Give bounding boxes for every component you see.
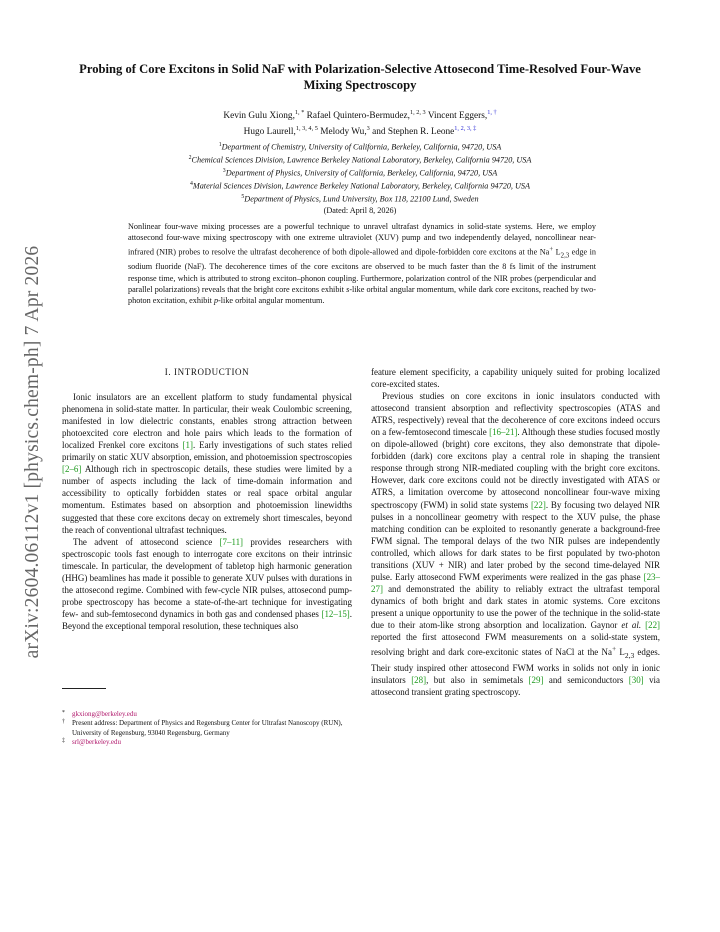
footnote xyxy=(62,738,352,747)
author-conjunction: and xyxy=(372,126,386,137)
et-al: et al. xyxy=(621,619,642,630)
author-affil-mark[interactable]: 1, † xyxy=(487,109,497,116)
affiliation-number: 3 xyxy=(222,168,226,175)
affiliation-number: 4 xyxy=(189,181,193,188)
citation-link[interactable]: [22] xyxy=(645,619,661,630)
affiliation-number: 5 xyxy=(241,194,245,201)
author-affil-mark: 1, 3, 4, 5 xyxy=(295,124,318,132)
subscript: 2,3 xyxy=(624,650,635,660)
author-line-2 xyxy=(60,123,660,139)
paragraph-text: . Early investigations of such states relied primarily on static XUV absorption, emission, and photoemission spectroscopies xyxy=(62,440,352,463)
citation-link[interactable]: [29] xyxy=(528,674,544,685)
paragraph xyxy=(371,390,660,698)
author-name: Rafael Quintero-Bermudez, xyxy=(306,111,410,122)
paragraph-text: . Beyond the exceptional temporal resolution, these techniques also xyxy=(62,608,352,631)
affiliation-text: Department of Chemistry, University of California, Berkeley, California, 94720, USA xyxy=(221,142,502,152)
footnote xyxy=(62,710,352,719)
affiliation-number: 2 xyxy=(188,155,192,162)
dated-line: (Dated: April 8, 2026) xyxy=(323,206,397,216)
author-affil-mark: 1, 2, 3 xyxy=(409,109,426,116)
footnote-mark: ‡ xyxy=(62,737,65,744)
author-line-1 xyxy=(60,107,660,123)
citation-link[interactable]: [12–15] xyxy=(321,608,350,619)
paragraph-text: via attosecond transient grating spectroscopy. xyxy=(371,674,661,697)
abstract-text: -like orbital angular momentum. xyxy=(218,296,325,306)
paragraph xyxy=(62,536,352,632)
abstract-text: edge in sodium fluoride (NaF). The decoherence times of the core excitons are observed to be much faster than the 8 fs limit of the instrument response time, which is attributed to strong exciton–phonon coupling. Furthermore, polarization control of the NIR probes (perpendicular and parallel polarizations) reveals that the bright core excitons exhibit xyxy=(128,247,596,294)
footnote-mark: † xyxy=(62,719,65,726)
citation-link[interactable]: [7–11] xyxy=(219,536,244,547)
paragraph-text: provides researchers with spectroscopic tools fast enough to interrogate core excitons on their intrinsic timescale. In particular, the development of tabletop high harmonic generation (HHG) beamlines has made it possible to generate XUV pulses with durations in the attosecond regime. Combined with few-cycle NIR pulses, attosecond pump-probe spectroscopy has become a state-of-the-art technique for investigating few- and sub-femtosecond dynamics in both gas and condensed phases xyxy=(62,536,352,619)
paragraph: feature element specificity, a capability uniquely suited for probing localized core-excited states. xyxy=(371,367,660,390)
author-name: Kevin Gulu Xiong, xyxy=(223,111,295,122)
paragraph-text: and demonstrated the ability to reliably extract the ultrafast temporal dynamics of both bright and dark states in atomic systems. Core excitons present a unique opportunity to use the power of the technique in the solid-state due to their atom-like strong absorption and localization. Gaynor xyxy=(371,583,660,630)
footnote-text: Present address: Department of Physics and Regensburg Center for Ultrafast Nanoscopy (RUN), University of Regensburg, 93040 Regensburg, Germany xyxy=(72,719,343,737)
author-name: Melody Wu, xyxy=(320,126,367,137)
email-link[interactable]: srl@berkeley.edu xyxy=(72,737,121,746)
citation-link[interactable]: [1] xyxy=(182,440,193,451)
affiliation xyxy=(60,166,660,179)
author-affil-mark[interactable]: 1, 2, 3, ‡ xyxy=(454,124,477,132)
affiliation-number: 1 xyxy=(218,142,222,148)
arxiv-identifier[interactable]: arXiv:2604.06112v1 [physics.chem-ph] 7 Apr 2026 xyxy=(22,245,43,659)
author-affil-mark: 3 xyxy=(366,124,370,132)
author-list xyxy=(60,107,660,139)
superscript: + xyxy=(611,644,617,654)
citation-link[interactable]: [28] xyxy=(411,674,427,685)
citation-link[interactable]: [23–27] xyxy=(371,571,660,594)
right-column xyxy=(371,366,660,698)
affiliation xyxy=(60,179,660,192)
citation-link[interactable]: [2–6] xyxy=(62,464,82,475)
footnote-rule xyxy=(62,688,106,689)
paper-title: Probing of Core Excitons in Solid NaF with Polarization-Selective Attosecond Time-Resolved Four-Wave Mixing Spectroscopy xyxy=(79,62,641,92)
paragraph-text: reported the first attosecond FWM measurements on a solid-state system, resolving bright and dark core-excitonic states of NaCl at the Na xyxy=(371,632,660,658)
paragraph-text: The advent of attosecond science xyxy=(73,536,220,547)
citation-link[interactable]: [30] xyxy=(628,674,644,685)
author-name: Vincent Eggers, xyxy=(427,111,488,122)
affiliation xyxy=(60,192,660,205)
orbital-symbol: p xyxy=(213,296,219,306)
affiliation xyxy=(60,140,660,153)
paragraph-text: Ionic insulators are an excellent platform to study fundamental physical phenomena in solid-state matter. In particular, their weak Coulombic screening, manifested in low dielectric constants, enables strong attraction between photoexcited core electron and hole pairs which leads to the formation of localized Frenkel core excitons xyxy=(62,392,352,451)
paragraph-text: edges. Their study inspired other attosecond FWM works in solids not only in ionic insulators xyxy=(371,647,661,685)
citation-link[interactable]: [22] xyxy=(530,499,546,510)
footnote-mark: * xyxy=(62,710,65,716)
abstract xyxy=(128,221,596,306)
section-heading: I. INTRODUCTION xyxy=(164,367,250,377)
affiliation-text: Department of Physics, Lund University, Box 118, 22100 Lund, Sweden xyxy=(244,194,479,204)
email-link[interactable]: gkxiong@berkeley.edu xyxy=(72,710,137,718)
affiliation-text: Material Sciences Division, Lawrence Berkeley National Laboratory, Berkeley, California 94720, USA xyxy=(192,181,531,191)
affiliation-text: Department of Physics, University of California, Berkeley, California, 94720, USA xyxy=(225,168,498,178)
author-name: Stephen R. Leone xyxy=(387,126,455,137)
citation-link[interactable]: [16–21] xyxy=(489,427,518,438)
paragraph-text: Although rich in spectroscopic details, these studies were limited by a number of aspects including the lack of time-domain information and accessibility to optically forbidden states or real space orbital angular momentum. Estimates based on absorption and photoemission linewidths suggested that these core excitons decay on extremely short timescales, beyond the reach of conventional ultrafast techniques. xyxy=(62,464,352,535)
affiliation xyxy=(60,153,660,166)
subscript: 2,3 xyxy=(560,251,570,259)
paragraph-text: Previous studies on core excitons in ionic insulators conducted with attosecond transient absorption and reflectivity spectroscopies (ATAS and ATRS, respectively) reveal that the decoherence of core excitons indeed occurs on a few-femtosecond timescale xyxy=(371,391,660,438)
affiliation-list xyxy=(60,140,660,216)
author-affil-mark: 1, * xyxy=(294,109,305,116)
footnotes xyxy=(62,710,352,747)
paragraph-text: and semiconductors xyxy=(543,674,629,685)
abstract-text: L xyxy=(553,247,561,257)
affiliation-text: Chemical Sciences Division, Lawrence Berkeley National Laboratory, Berkeley, California 94720, USA xyxy=(191,155,532,165)
abstract-text: Nonlinear four-wave mixing processes are a powerful technique to unravel ultrafast dynamics in solid-state systems. Here, we employ attosecond four-wave mixing spectroscopy with one extreme ultraviolet (XUV) pump and two independently delayed, noncollinear near-infrared (NIR) probes to resolve the ultrafast decoherence of both dipole-allowed and dipole-forbidden core excitons at the Na xyxy=(128,222,596,257)
paragraph xyxy=(62,391,352,536)
paragraph-text: . By focusing two delayed NIR pulses in a noncollinear geometry with respect to the XUV pulse, the phase matching condition can be exploited to resonantly generate a background-free FWM signal. The temporal delays of the two NIR pulses are independently controlled, which allows for dark states to be first populated by two-photon transitions (XUV + NIR) and later probed by the second time-delayed NIR pulse. Early attosecond FWM experiments were realized in the gas phase xyxy=(371,499,660,582)
author-name: Hugo Laurell, xyxy=(243,126,296,137)
footnote xyxy=(62,719,352,738)
paragraph-text: L xyxy=(616,647,625,658)
superscript: + xyxy=(549,245,554,253)
paragraph-text: , but also in semimetals xyxy=(426,674,529,685)
arxiv-sidebar xyxy=(18,212,48,692)
left-column xyxy=(62,366,352,632)
orbital-symbol: s xyxy=(346,284,350,294)
paragraph-text: . Although these studies focused mostly on dipole-allowed (bright) core excitons, they also demonstrate that dipole-forbidden (dark) core excitons play a central role in shaping the transient response through strong NIR-mediated coupling with the bright core excitons. However, dark core excitons could not be directly investigated with ATAS or ATRS, a limitation overcome by attosecond noncollinear four-wave mixing spectroscopy (FWM) in solid state systems xyxy=(371,427,660,510)
abstract-text: -like orbital angular momentum, while dark core excitons, reached by two-photon excitation, exhibit xyxy=(128,284,596,306)
